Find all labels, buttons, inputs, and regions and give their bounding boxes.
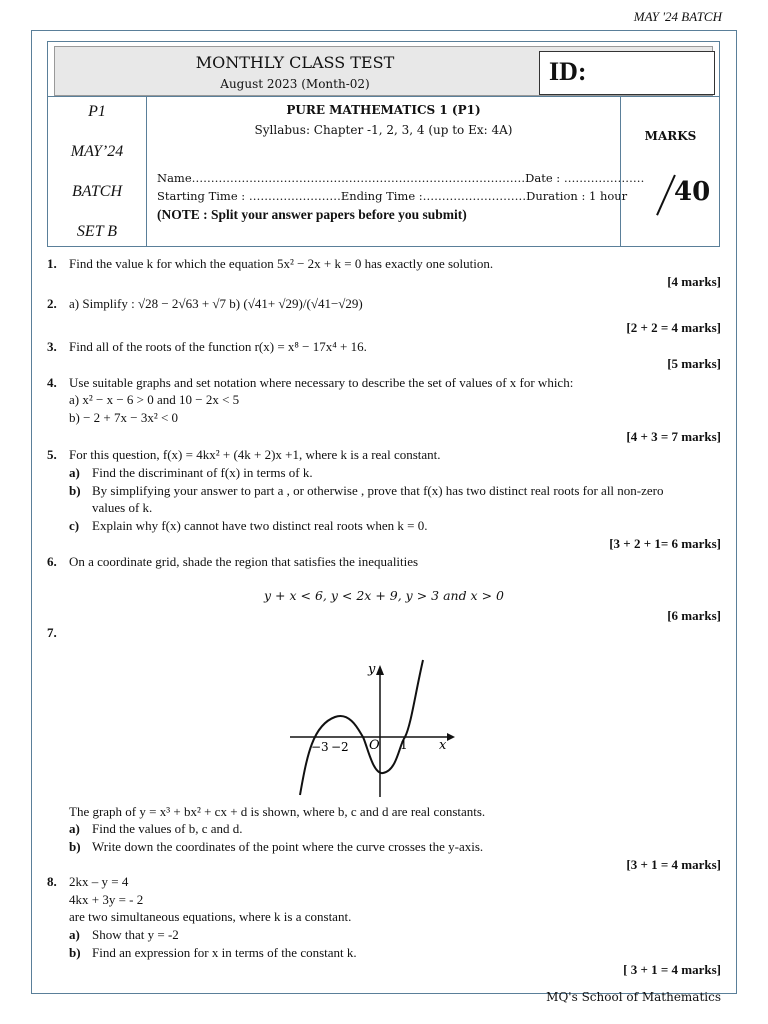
part-a: a) Find the values of b, c and d. [69, 821, 243, 836]
part-a: a) Find the discriminant of f(x) in terms of k. [69, 465, 313, 480]
paper-session: MAY’24 [70, 143, 124, 160]
marks-column [620, 97, 720, 247]
submission-note: (NOTE : Split your answer papers before you submit) [157, 207, 467, 222]
question-text: are two simultaneous equations, where k is a constant. [69, 909, 352, 924]
tick-minus-2: −2 [331, 740, 349, 754]
part-a: a) Show that y = -2 [69, 927, 179, 942]
course-title: PURE MATHEMATICS 1 (P1) [286, 103, 481, 117]
paper-code-column [48, 97, 147, 247]
tick-1: 1 [400, 738, 408, 752]
equation-2: 4kx + 3y = - 2 [69, 892, 144, 907]
total-marks: 40 [674, 177, 711, 207]
question-text: a) Simplify : √28 − 2√63 + √7 b) (√41+ √29)/(√41−√29) [69, 296, 363, 311]
fraction-slash [656, 175, 675, 216]
paper-batch: BATCH [71, 183, 123, 200]
part-a-text: Show that y = -2 [92, 927, 179, 942]
header-info-row [48, 96, 719, 247]
question-marks: [3 + 2 + 1= 6 marks] [609, 536, 721, 551]
question-number: 3. [47, 339, 57, 354]
question-marks: [3 + 1 = 4 marks] [626, 857, 721, 872]
question-marks: [4 marks] [667, 274, 721, 289]
marks-label: MARKS [644, 129, 697, 143]
time-line[interactable]: Starting Time : ……………………Ending Time :………………………Duration : 1 hour [157, 189, 628, 203]
part-b: b) − 2 + 7x − 3x² < 0 [69, 410, 179, 425]
test-header [47, 41, 720, 247]
question-marks: [ 3 + 1 = 4 marks] [623, 962, 721, 977]
question-number: 4. [47, 375, 57, 390]
cubic-graph [255, 645, 465, 805]
part-c-text: Explain why f(x) cannot have two distinct real roots when k = 0. [92, 518, 428, 533]
part-c: c) Explain why f(x) cannot have two distinct real roots when k = 0. [69, 518, 428, 533]
question-text: Find all of the roots of the function r(x) = x⁸ − 17x⁴ + 16. [69, 339, 367, 354]
paper-set: SET B [76, 223, 118, 240]
course-info [147, 97, 645, 247]
part-b-cont: values of k. [92, 500, 153, 515]
title-band [54, 46, 713, 96]
inequalities: y + x < 6, y < 2x + 9, y > 3 and x > 0 [264, 588, 504, 603]
y-axis-arrow [376, 665, 384, 675]
id-field[interactable]: ID: [539, 51, 715, 95]
batch-label: MAY '24 BATCH [633, 9, 722, 24]
syllabus: Syllabus: Chapter -1, 2, 3, 4 (up to Ex: 4A) [254, 123, 513, 137]
y-label: y [368, 662, 376, 677]
part-b-text: By simplifying your answer to part a , or otherwise , prove that f(x) has two distinct real roots for all non-zero [92, 483, 664, 498]
part-a-text: Find the discriminant of f(x) in terms of k. [92, 465, 313, 480]
question-number: 1. [47, 256, 57, 271]
question-number: 5. [47, 447, 57, 462]
test-title: MONTHLY CLASS TEST [195, 53, 395, 72]
paper-code: P1 [88, 103, 106, 120]
part-a: a) x² − x − 6 > 0 and 10 − 2x < 5 [69, 392, 240, 407]
name-date-line[interactable]: Name……………………………………………………………………………Date : ………………… [157, 171, 645, 185]
equation-1: 2kx – y = 4 [69, 874, 129, 889]
question-marks: [5 marks] [667, 356, 721, 371]
cubic-curve [300, 660, 423, 795]
question-number: 8. [47, 874, 57, 889]
question-text: Find the value k for which the equation 5x² − 2x + k = 0 has exactly one solution. [69, 256, 494, 271]
part-a-text: Find the values of b, c and d. [92, 821, 243, 836]
question-number: 7. [47, 625, 57, 640]
origin-label: O [369, 738, 380, 753]
question-marks: [2 + 2 = 4 marks] [626, 320, 721, 335]
question-text: On a coordinate grid, shade the region that satisfies the inequalities [69, 554, 419, 569]
part-b: b) Write down the coordinates of the point where the curve crosses the y-axis. [69, 839, 484, 854]
question-number: 2. [47, 296, 57, 311]
question-marks: [4 + 3 = 7 marks] [626, 429, 721, 444]
question-text: Use suitable graphs and set notation where necessary to describe the set of values of x for which: [69, 375, 574, 390]
x-label: x [439, 738, 447, 753]
test-subtitle: August 2023 (Month-02) [220, 77, 370, 91]
footer-school: MQ's School of Mathematics [546, 990, 721, 1004]
question-text: The graph of y = x³ + bx² + cx + d is shown, where b, c and d are real constants. [69, 804, 486, 819]
part-b-text: Write down the coordinates of the point where the curve crosses the y-axis. [92, 839, 484, 854]
tick-minus-3: −3 [311, 740, 329, 754]
x-axis-arrow [447, 733, 455, 741]
part-b: b) By simplifying your answer to part a , or otherwise , prove that f(x) has two distinct real roots for all non-zero [69, 483, 664, 498]
question-marks: [6 marks] [667, 608, 721, 623]
question-number: 6. [47, 554, 57, 569]
part-b-text: Find an expression for x in terms of the constant k. [92, 945, 357, 960]
part-b: b) Find an expression for x in terms of the constant k. [69, 945, 357, 960]
question-text: For this question, f(x) = 4kx² + (4k + 2)x +1, where k is a real constant. [69, 447, 441, 462]
